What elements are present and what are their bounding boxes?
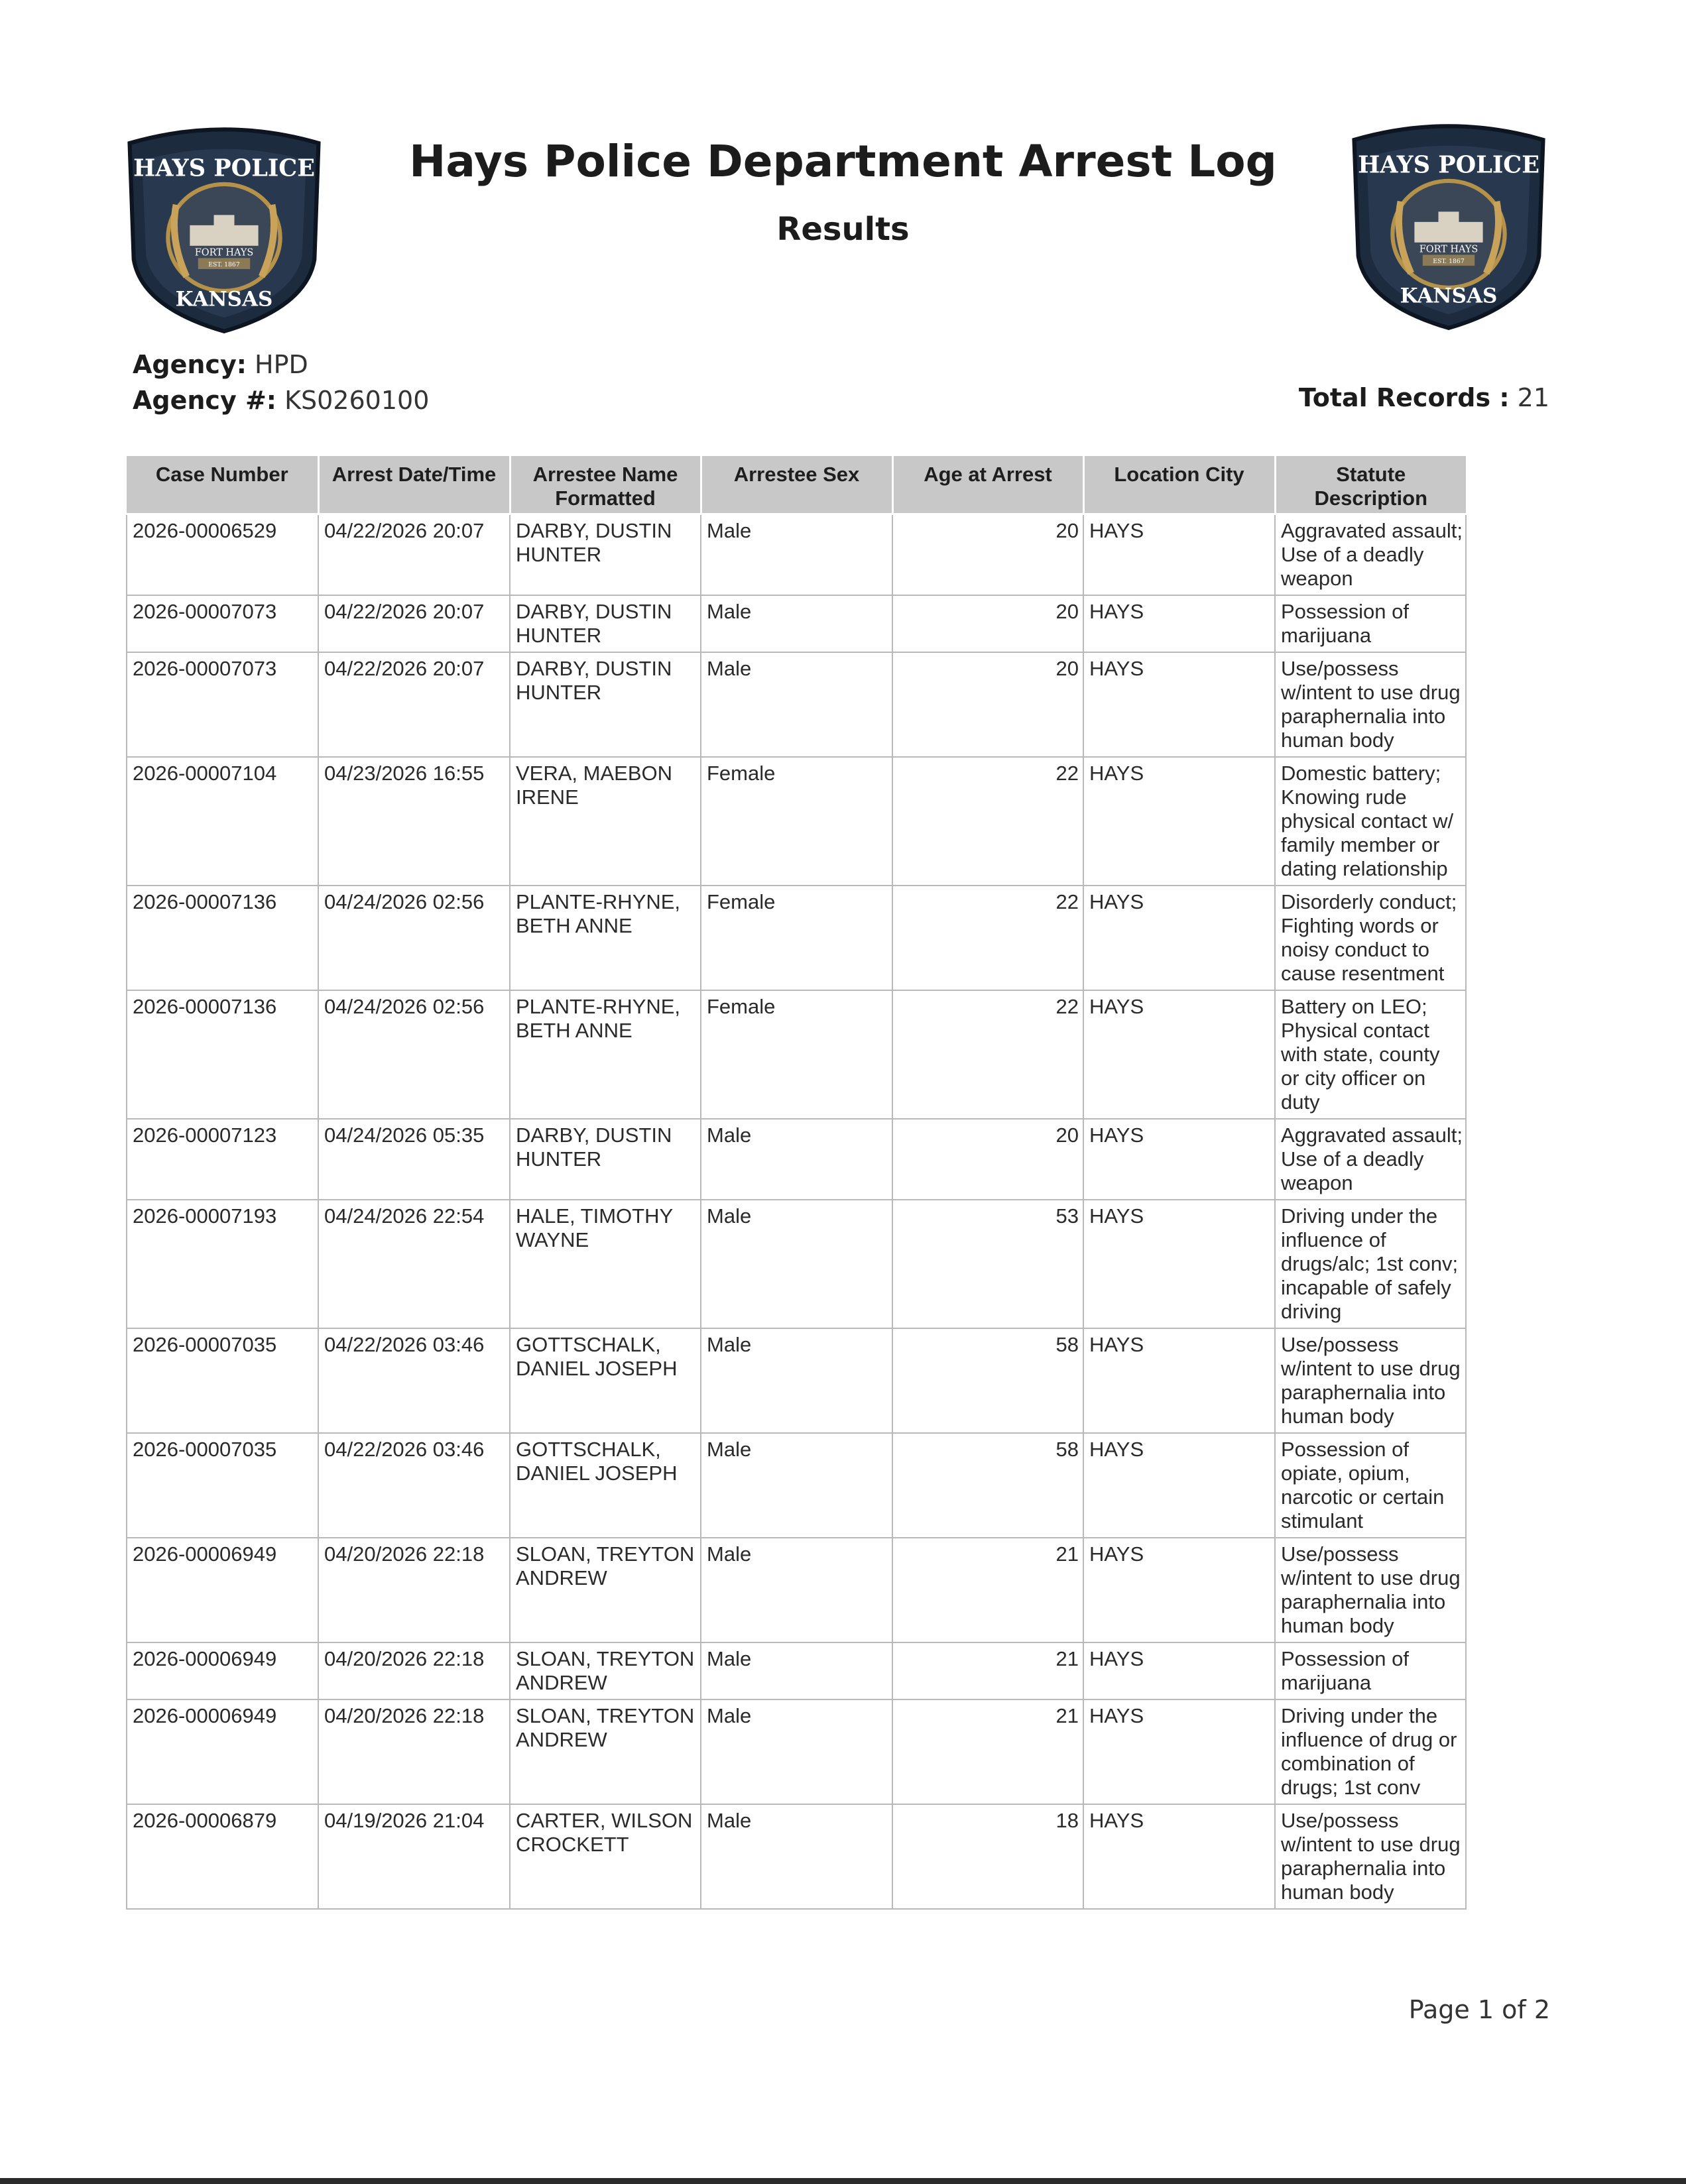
statute-description-cell: Use/possess w/intent to use drug paraphernalia into human body <box>1275 1804 1466 1909</box>
statute-description-cell: Domestic battery; Knowing rude physical contact w/ family member or dating relationship <box>1275 757 1466 886</box>
arrestee-name-cell: SLOAN, TREYTON ANDREW <box>510 1699 701 1804</box>
arrestee-sex-cell: Male <box>701 1804 892 1909</box>
statute-description-cell: Aggravated assault; Use of a deadly weapon <box>1275 514 1466 596</box>
arrestee-name-cell: HALE, TIMOTHY WAYNE <box>510 1200 701 1328</box>
location-city-cell: HAYS <box>1083 1699 1275 1804</box>
age-cell: 20 <box>892 652 1083 757</box>
location-city-cell: HAYS <box>1083 990 1275 1119</box>
case-number-cell: 2026-00007136 <box>127 990 318 1119</box>
agency-label: Agency: <box>133 350 247 379</box>
age-cell: 22 <box>892 886 1083 990</box>
location-city-cell: HAYS <box>1083 886 1275 990</box>
case-number-cell: 2026-00007035 <box>127 1328 318 1433</box>
statute-description-cell: Battery on LEO; Physical contact with state, county or city officer on duty <box>1275 990 1466 1119</box>
arrestee-sex-cell: Male <box>701 595 892 652</box>
arrestee-name-cell: VERA, MAEBON IRENE <box>510 757 701 886</box>
table-header-row <box>127 456 1466 514</box>
arrest-log-table <box>126 456 1467 1910</box>
table-row <box>127 1200 1466 1328</box>
age-cell: 18 <box>892 1804 1083 1909</box>
statute-description-cell: Aggravated assault; Use of a deadly weapon <box>1275 1119 1466 1200</box>
statute-description-cell: Driving under the influence of drug or combination of drugs; 1st conv <box>1275 1699 1466 1804</box>
column-header-age: Age at Arrest <box>892 456 1083 514</box>
arrestee-name-cell: GOTTSCHALK, DANIEL JOSEPH <box>510 1328 701 1433</box>
arrest-datetime-cell: 04/20/2026 22:18 <box>318 1699 510 1804</box>
age-cell: 21 <box>892 1642 1083 1699</box>
badge-top-text: HAYS POLICE <box>133 154 315 182</box>
arrest-datetime-cell: 04/20/2026 22:18 <box>318 1642 510 1699</box>
scan-edge <box>0 2178 1686 2184</box>
agency-value: HPD <box>255 350 308 379</box>
statute-description-cell: Use/possess w/intent to use drug paraphernalia into human body <box>1275 1538 1466 1642</box>
arrestee-name-cell: DARBY, DUSTIN HUNTER <box>510 1119 701 1200</box>
arrestee-sex-cell: Male <box>701 1538 892 1642</box>
badge-est-text: EST. 1867 <box>1433 257 1465 265</box>
column-header-arrest-datetime: Arrest Date/Time <box>318 456 510 514</box>
statute-description-cell: Possession of marijuana <box>1275 595 1466 652</box>
agency-line <box>133 350 308 379</box>
arrestee-sex-cell: Female <box>701 990 892 1119</box>
age-cell: 53 <box>892 1200 1083 1328</box>
case-number-cell: 2026-00007104 <box>127 757 318 886</box>
location-city-cell: HAYS <box>1083 757 1275 886</box>
table-row <box>127 1804 1466 1909</box>
column-header-case-number: Case Number <box>127 456 318 514</box>
page-subtitle: Results <box>776 211 910 248</box>
arrest-datetime-cell: 04/22/2026 20:07 <box>318 595 510 652</box>
location-city-cell: HAYS <box>1083 595 1275 652</box>
table-row <box>127 757 1466 886</box>
page-number: Page 1 of 2 <box>1408 1995 1550 2024</box>
case-number-cell: 2026-00007035 <box>127 1433 318 1538</box>
arrestee-name-cell: CARTER, WILSON CROCKETT <box>510 1804 701 1909</box>
case-number-cell: 2026-00006949 <box>127 1642 318 1699</box>
location-city-cell: HAYS <box>1083 514 1275 596</box>
age-cell: 20 <box>892 514 1083 596</box>
column-header-arrestee-name: Arrestee Name Formatted <box>510 456 701 514</box>
badge-bottom-text: KANSAS <box>1400 284 1498 308</box>
case-number-cell: 2026-00007073 <box>127 652 318 757</box>
arrest-datetime-cell: 04/22/2026 03:46 <box>318 1328 510 1433</box>
arrestee-sex-cell: Male <box>701 1200 892 1328</box>
arrestee-name-cell: PLANTE-RHYNE, BETH ANNE <box>510 886 701 990</box>
location-city-cell: HAYS <box>1083 652 1275 757</box>
statute-description-cell: Driving under the influence of drugs/alc; 1st conv; incapable of safely driving <box>1275 1200 1466 1328</box>
arrestee-sex-cell: Male <box>701 1328 892 1433</box>
arrestee-sex-cell: Male <box>701 1119 892 1200</box>
case-number-cell: 2026-00007123 <box>127 1119 318 1200</box>
case-number-cell: 2026-00007136 <box>127 886 318 990</box>
location-city-cell: HAYS <box>1083 1200 1275 1328</box>
table-row <box>127 1699 1466 1804</box>
arrestee-name-cell: DARBY, DUSTIN HUNTER <box>510 595 701 652</box>
table-row <box>127 595 1466 652</box>
statute-description-cell: Use/possess w/intent to use drug paraphernalia into human body <box>1275 1328 1466 1433</box>
arrestee-name-cell: GOTTSCHALK, DANIEL JOSEPH <box>510 1433 701 1538</box>
case-number-cell: 2026-00006949 <box>127 1538 318 1642</box>
arrestee-name-cell: PLANTE-RHYNE, BETH ANNE <box>510 990 701 1119</box>
table-row <box>127 1642 1466 1699</box>
arrestee-name-cell: DARBY, DUSTIN HUNTER <box>510 514 701 596</box>
page-title: Hays Police Department Arrest Log <box>409 136 1277 187</box>
location-city-cell: HAYS <box>1083 1804 1275 1909</box>
arrestee-sex-cell: Male <box>701 514 892 596</box>
column-header-location-city: Location City <box>1083 456 1275 514</box>
arrest-datetime-cell: 04/19/2026 21:04 <box>318 1804 510 1909</box>
arrest-datetime-cell: 04/22/2026 20:07 <box>318 514 510 596</box>
total-records-value: 21 <box>1517 383 1549 412</box>
total-records-label: Total Records : <box>1298 383 1510 412</box>
arrestee-name-cell: SLOAN, TREYTON ANDREW <box>510 1642 701 1699</box>
statute-description-cell: Disorderly conduct; Fighting words or noisy conduct to cause resentment <box>1275 886 1466 990</box>
arrest-datetime-cell: 04/24/2026 05:35 <box>318 1119 510 1200</box>
arrest-datetime-cell: 04/22/2026 03:46 <box>318 1433 510 1538</box>
table-row <box>127 1328 1466 1433</box>
badge-middle-text: FORT HAYS <box>1419 244 1478 255</box>
agency-number-label: Agency #: <box>133 386 276 415</box>
arrestee-sex-cell: Male <box>701 1433 892 1538</box>
badge-top-text: HAYS POLICE <box>1358 151 1539 179</box>
age-cell: 21 <box>892 1538 1083 1642</box>
total-records <box>1299 383 1549 412</box>
arrest-datetime-cell: 04/24/2026 22:54 <box>318 1200 510 1328</box>
arrestee-name-cell: DARBY, DUSTIN HUNTER <box>510 652 701 757</box>
table-row <box>127 1538 1466 1642</box>
arrestee-sex-cell: Male <box>701 1642 892 1699</box>
case-number-cell: 2026-00006529 <box>127 514 318 596</box>
arrestee-name-cell: SLOAN, TREYTON ANDREW <box>510 1538 701 1642</box>
arrestee-sex-cell: Female <box>701 886 892 990</box>
case-number-cell: 2026-00007193 <box>127 1200 318 1328</box>
table-row <box>127 1119 1466 1200</box>
age-cell: 22 <box>892 757 1083 886</box>
case-number-cell: 2026-00007073 <box>127 595 318 652</box>
agency-number-value: KS0260100 <box>284 386 430 415</box>
age-cell: 21 <box>892 1699 1083 1804</box>
location-city-cell: HAYS <box>1083 1538 1275 1642</box>
table-row <box>127 652 1466 757</box>
age-cell: 20 <box>892 1119 1083 1200</box>
table-body <box>127 514 1466 1910</box>
table-row <box>127 514 1466 596</box>
location-city-cell: HAYS <box>1083 1433 1275 1538</box>
arrest-datetime-cell: 04/24/2026 02:56 <box>318 990 510 1119</box>
column-header-statute: Statute Description <box>1275 456 1466 514</box>
column-header-arrestee-sex: Arrestee Sex <box>701 456 892 514</box>
table-row <box>127 990 1466 1119</box>
arrest-datetime-cell: 04/23/2026 16:55 <box>318 757 510 886</box>
arrest-datetime-cell: 04/20/2026 22:18 <box>318 1538 510 1642</box>
badge-bottom-text: KANSAS <box>175 287 273 312</box>
statute-description-cell: Possession of opiate, opium, narcotic or certain stimulant <box>1275 1433 1466 1538</box>
arrest-datetime-cell: 04/24/2026 02:56 <box>318 886 510 990</box>
arrestee-sex-cell: Male <box>701 1699 892 1804</box>
arrest-datetime-cell: 04/22/2026 20:07 <box>318 652 510 757</box>
case-number-cell: 2026-00006879 <box>127 1804 318 1909</box>
case-number-cell: 2026-00006949 <box>127 1699 318 1804</box>
arrestee-sex-cell: Male <box>701 652 892 757</box>
table-row <box>127 886 1466 990</box>
age-cell: 58 <box>892 1328 1083 1433</box>
arrestee-sex-cell: Female <box>701 757 892 886</box>
age-cell: 22 <box>892 990 1083 1119</box>
agency-number-line <box>133 386 429 415</box>
location-city-cell: HAYS <box>1083 1119 1275 1200</box>
location-city-cell: HAYS <box>1083 1642 1275 1699</box>
statute-description-cell: Possession of marijuana <box>1275 1642 1466 1699</box>
age-cell: 58 <box>892 1433 1083 1538</box>
badge-est-text: EST. 1867 <box>208 260 240 268</box>
location-city-cell: HAYS <box>1083 1328 1275 1433</box>
table-row <box>127 1433 1466 1538</box>
badge-middle-text: FORT HAYS <box>194 247 254 259</box>
statute-description-cell: Use/possess w/intent to use drug paraphernalia into human body <box>1275 652 1466 757</box>
age-cell: 20 <box>892 595 1083 652</box>
